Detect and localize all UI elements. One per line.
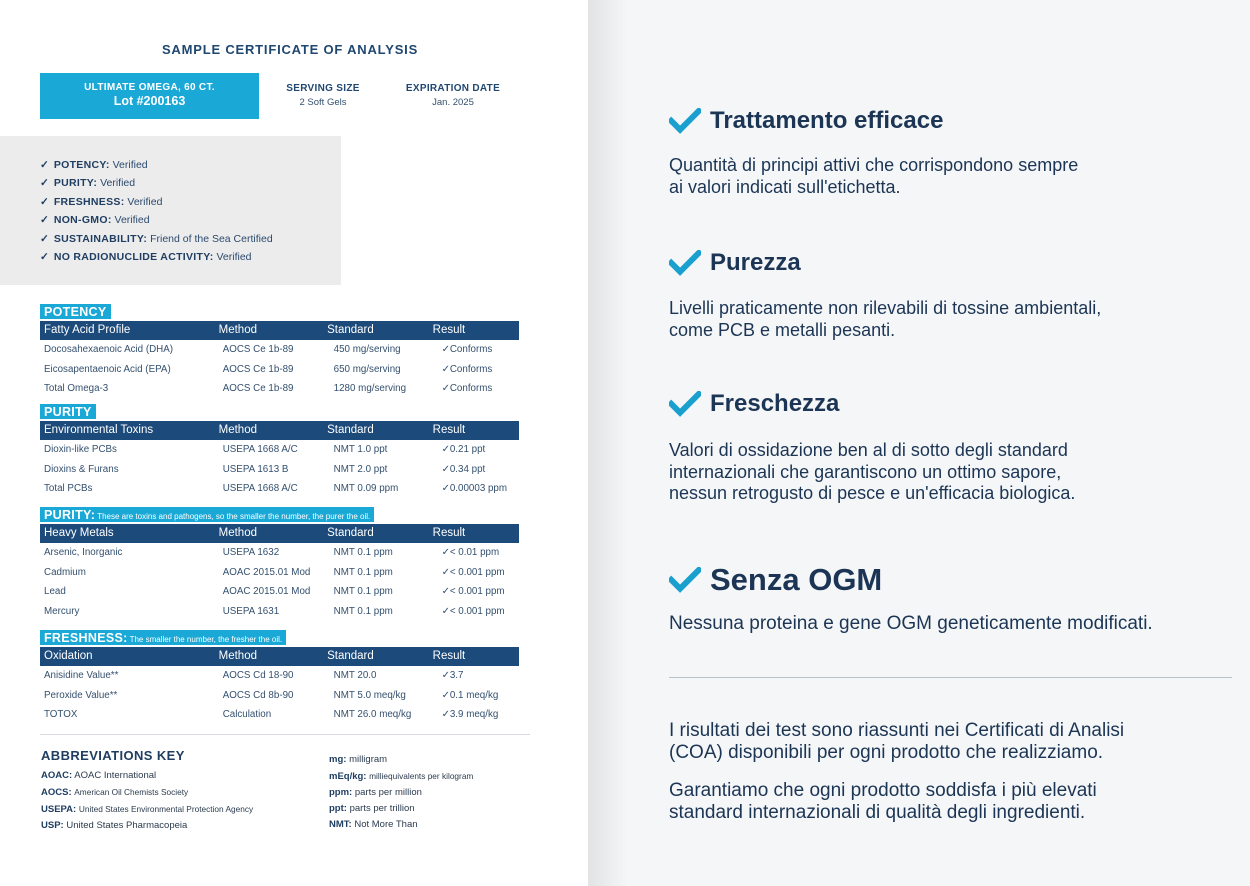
feature-title: Purezza (710, 249, 801, 276)
column-header: Heavy Metals (44, 527, 114, 539)
checkmark-icon (669, 250, 701, 276)
abbreviation-value: parts per trillion (349, 803, 415, 814)
abbreviation-key: NMT: (329, 819, 352, 830)
verification-box (0, 136, 341, 285)
feature-title: Freschezza (710, 390, 840, 417)
table-row (40, 666, 530, 686)
table-row (40, 340, 530, 360)
table-header (40, 321, 519, 340)
verification-label: PURITY: (53, 177, 98, 190)
summary-line: standard internazionali di qualità degli ingredienti. (669, 801, 1086, 823)
section-tag (40, 304, 111, 319)
column-header: Oxidation (44, 650, 93, 662)
table-cell: ✓Conforms (441, 363, 493, 375)
analysis-section (40, 506, 530, 621)
table-cell: ✓< 0.001 ppm (441, 605, 505, 617)
verification-value: Friend of the Sea Certified (150, 232, 273, 245)
section-tag-label: POTENCY (44, 305, 107, 319)
certificate-title: SAMPLE CERTIFICATE OF ANALYSIS (161, 42, 419, 57)
abbreviation-key: ppt: (329, 803, 347, 814)
table-cell: ✓3.9 meq/kg (441, 709, 499, 721)
section-tag-label: PURITY: (44, 508, 96, 522)
column-header: Environmental Toxins (44, 424, 154, 436)
abbreviation-value: United States Environmental Protection Agency (78, 804, 254, 814)
abbreviation-item (41, 784, 253, 801)
panel-shadow (588, 0, 628, 886)
abbreviation-key: mEq/kg: (329, 771, 367, 782)
table-cell: NMT 0.1 ppm (333, 547, 393, 558)
table-row (40, 379, 530, 399)
column-header: Method (218, 424, 257, 436)
table-cell: AOCS Cd 8b-90 (222, 689, 294, 701)
abbreviation-value: Not More Than (354, 819, 418, 830)
verification-label: NO RADIONUCLIDE ACTIVITY: (53, 251, 214, 264)
column-header: Standard (327, 324, 374, 336)
abbreviation-item (41, 768, 253, 784)
table-cell: USEPA 1668 A/C (222, 483, 298, 495)
table-row (40, 686, 530, 706)
table-row (40, 705, 530, 725)
table-cell: ✓0.21 ppt (441, 444, 486, 455)
table-cell: NMT 0.1 ppm (333, 566, 393, 578)
section-tag (40, 507, 374, 522)
table-cell: NMT 20.0 (333, 670, 377, 681)
verification-label: POTENCY: (53, 159, 110, 171)
abbreviation-key: AOAC: (41, 770, 73, 781)
abbreviation-key: AOCS: (41, 787, 72, 798)
feature-line: Valori di ossidazione ben al di sotto degli standard (669, 440, 1068, 460)
table-cell: Total Omega-3 (44, 383, 109, 395)
feature-line: come PCB e metalli pesanti. (669, 319, 896, 340)
table-cell: ✓3.7 (441, 670, 464, 681)
column-header: Method (218, 324, 257, 336)
feature-description (669, 440, 1075, 505)
product-box (40, 73, 259, 119)
feature-line: ai valori indicati sull'etichetta. (669, 176, 901, 197)
section-tag-note: The smaller the number, the fresher the oil. (129, 635, 283, 644)
table-row (40, 582, 530, 602)
table-cell: Calculation (222, 709, 272, 721)
table-cell: Total PCBs (44, 483, 93, 495)
table-cell: AOCS Ce 1b-89 (222, 344, 294, 355)
serving-size-label: SERVING SIZE (286, 83, 360, 94)
table-header (40, 524, 519, 543)
column-header: Method (218, 527, 257, 539)
table-cell: NMT 0.1 ppm (333, 586, 393, 598)
feature-line: Livelli praticamente non rilevabili di tossine ambientali, (669, 298, 1102, 318)
abbreviation-item (329, 817, 473, 833)
table-cell: Arsenic, Inorganic (44, 547, 123, 558)
table-cell: ✓0.1 meq/kg (441, 689, 499, 701)
feature-title: Trattamento efficace (710, 107, 944, 134)
summary-line: (COA) disponibili per ogni prodotto che realizziamo. (669, 741, 1104, 763)
feature-heading (669, 390, 839, 418)
check-icon: ✓ (40, 177, 49, 190)
feature-line: Nessuna proteina e gene OGM geneticamente modificati. (669, 613, 1153, 634)
analysis-section (40, 303, 530, 399)
table-cell: AOAC 2015.01 Mod (222, 566, 311, 578)
verification-item (40, 230, 273, 248)
table-cell: 1280 mg/serving (333, 383, 407, 395)
feature-line: Quantità di principi attivi che corrispondono sempre (669, 155, 1079, 175)
table-row (40, 563, 530, 583)
section-tag-note: These are toxins and pathogens, so the smaller the number, the purer the oil. (97, 512, 371, 521)
verification-value: Verified (127, 195, 163, 208)
column-header: Standard (327, 424, 374, 436)
table-cell: ✓0.34 ppt (441, 463, 486, 475)
column-header: Result (432, 527, 466, 539)
table-row (40, 602, 530, 622)
table-cell: Dioxins & Furans (44, 463, 119, 475)
summary-line: Garantiamo che ogni prodotto soddisfa i più elevati (669, 780, 1097, 801)
table-row (40, 543, 530, 563)
verification-item (40, 174, 273, 192)
abbreviations-title: ABBREVIATIONS KEY (41, 748, 185, 763)
abbreviation-value: American Oil Chemists Society (74, 787, 189, 797)
table-cell: Peroxide Value** (44, 689, 118, 701)
abbreviation-item (41, 801, 253, 818)
column-header: Fatty Acid Profile (44, 324, 131, 336)
verification-item (40, 211, 273, 229)
table-cell: ✓Conforms (441, 344, 493, 355)
table-row (40, 479, 530, 499)
abbreviation-value: United States Pharmacopeia (66, 820, 188, 831)
table-cell: Cadmium (44, 566, 86, 578)
column-header: Result (432, 650, 466, 662)
check-icon: ✓ (40, 159, 49, 171)
table-cell: NMT 5.0 meq/kg (333, 689, 406, 701)
certificate-panel (0, 0, 588, 886)
table-cell: USEPA 1631 (222, 605, 280, 617)
table-cell: AOAC 2015.01 Mod (222, 586, 311, 598)
table-cell: Docosahexaenoic Acid (DHA) (44, 344, 174, 355)
verification-value: Verified (100, 177, 136, 190)
table-cell: USEPA 1613 B (222, 463, 289, 475)
section-divider (669, 677, 1232, 678)
table-cell: 450 mg/serving (333, 344, 401, 355)
section-tag (40, 630, 286, 645)
table-header (40, 421, 519, 440)
feature-heading (669, 107, 943, 135)
table-cell: NMT 2.0 ppt (333, 463, 388, 475)
expiration-value: Jan. 2025 (432, 97, 474, 108)
abbreviation-item (329, 752, 473, 768)
check-icon: ✓ (40, 214, 49, 227)
checkmark-icon (669, 391, 701, 417)
table-cell: AOCS Ce 1b-89 (222, 363, 294, 375)
table-cell: Anisidine Value** (44, 670, 119, 681)
verification-list (40, 156, 273, 266)
feature-line: internazionali che garantiscono un ottimo sapore, (669, 461, 1062, 482)
feature-description (669, 298, 1101, 341)
table-cell: Dioxin-like PCBs (44, 444, 117, 455)
summary-paragraph (669, 720, 1124, 763)
verification-item (40, 248, 273, 266)
verification-item (40, 156, 273, 174)
abbreviation-item (329, 768, 473, 785)
table-cell: ✓0.00003 ppm (441, 483, 508, 495)
section-tag-label: PURITY (44, 405, 92, 419)
table-row (40, 360, 530, 380)
feature-heading (669, 249, 801, 277)
table-cell: Eicosapentaenoic Acid (EPA) (44, 363, 171, 375)
verification-label: NON-GMO: (53, 214, 112, 227)
section-tag-label: FRESHNESS: (44, 631, 128, 645)
verification-item (40, 193, 273, 211)
feature-line: nessun retrogusto di pesce e un'efficacia biologica. (669, 483, 1076, 503)
abbreviation-key: USP: (41, 820, 64, 831)
verification-label: FRESHNESS: (53, 195, 125, 208)
feature-description (669, 613, 1153, 635)
column-header: Method (218, 650, 257, 662)
column-header: Result (432, 324, 466, 336)
abbreviation-item (41, 818, 253, 834)
table-cell: USEPA 1632 (222, 547, 280, 558)
abbreviation-key: USEPA: (41, 804, 77, 815)
table-cell: 650 mg/serving (333, 363, 401, 375)
divider (40, 734, 530, 735)
verification-value: Verified (216, 251, 252, 264)
abbreviation-item (329, 785, 473, 801)
table-cell: NMT 0.1 ppm (333, 605, 393, 617)
abbreviation-value: parts per million (354, 787, 422, 798)
column-header: Standard (327, 527, 374, 539)
expiration-date (398, 83, 508, 108)
table-cell: NMT 1.0 ppt (333, 444, 388, 455)
serving-size-value: 2 Soft Gels (299, 97, 347, 108)
table-cell: ✓Conforms (441, 383, 493, 395)
serving-size (283, 83, 363, 108)
check-icon: ✓ (40, 251, 49, 264)
summary-paragraph (669, 780, 1097, 823)
table-cell: AOCS Ce 1b-89 (222, 383, 294, 395)
table-cell: ✓< 0.01 ppm (441, 547, 500, 558)
verification-value: Verified (114, 214, 150, 227)
column-header: Standard (327, 650, 374, 662)
table-cell: ✓< 0.001 ppm (441, 566, 505, 578)
table-header (40, 647, 519, 666)
check-icon: ✓ (40, 232, 49, 245)
abbreviation-value: AOAC International (74, 770, 157, 781)
abbreviation-value: milligram (349, 754, 388, 765)
abbreviations-right (329, 752, 473, 833)
feature-title: Senza OGM (710, 562, 883, 597)
abbreviation-item (329, 801, 473, 817)
table-cell: AOCS Cd 18-90 (222, 670, 294, 681)
table-cell: TOTOX (44, 709, 78, 721)
expiration-label: EXPIRATION DATE (405, 83, 501, 94)
table-cell: NMT 0.09 ppm (333, 483, 399, 495)
abbreviations-left (41, 768, 253, 834)
analysis-section (40, 403, 530, 499)
table-cell: USEPA 1668 A/C (222, 444, 298, 455)
abbreviation-value: milliequivalents per kilogram (369, 771, 474, 781)
table-cell: NMT 26.0 meq/kg (333, 709, 412, 721)
section-tag (40, 404, 96, 419)
checkmark-icon (669, 567, 701, 593)
table-row (40, 460, 530, 480)
checkmark-icon (669, 108, 701, 134)
table-cell: Mercury (44, 605, 80, 617)
column-header: Result (432, 424, 466, 436)
verification-value: Verified (112, 159, 148, 171)
product-lot: Lot #200163 (113, 94, 186, 108)
abbreviation-key: mg: (329, 754, 347, 765)
product-name: ULTIMATE OMEGA, 60 CT. (84, 82, 215, 93)
table-cell: ✓< 0.001 ppm (441, 586, 505, 598)
abbreviation-key: ppm: (329, 787, 353, 798)
check-icon: ✓ (40, 195, 49, 208)
summary-line: I risultati dei test sono riassunti nei Certificati di Analisi (669, 720, 1125, 741)
table-row (40, 440, 530, 460)
feature-heading (669, 562, 882, 598)
table-cell: Lead (44, 586, 66, 598)
analysis-section (40, 629, 530, 725)
feature-description (669, 155, 1078, 198)
verification-label: SUSTAINABILITY: (53, 232, 148, 245)
